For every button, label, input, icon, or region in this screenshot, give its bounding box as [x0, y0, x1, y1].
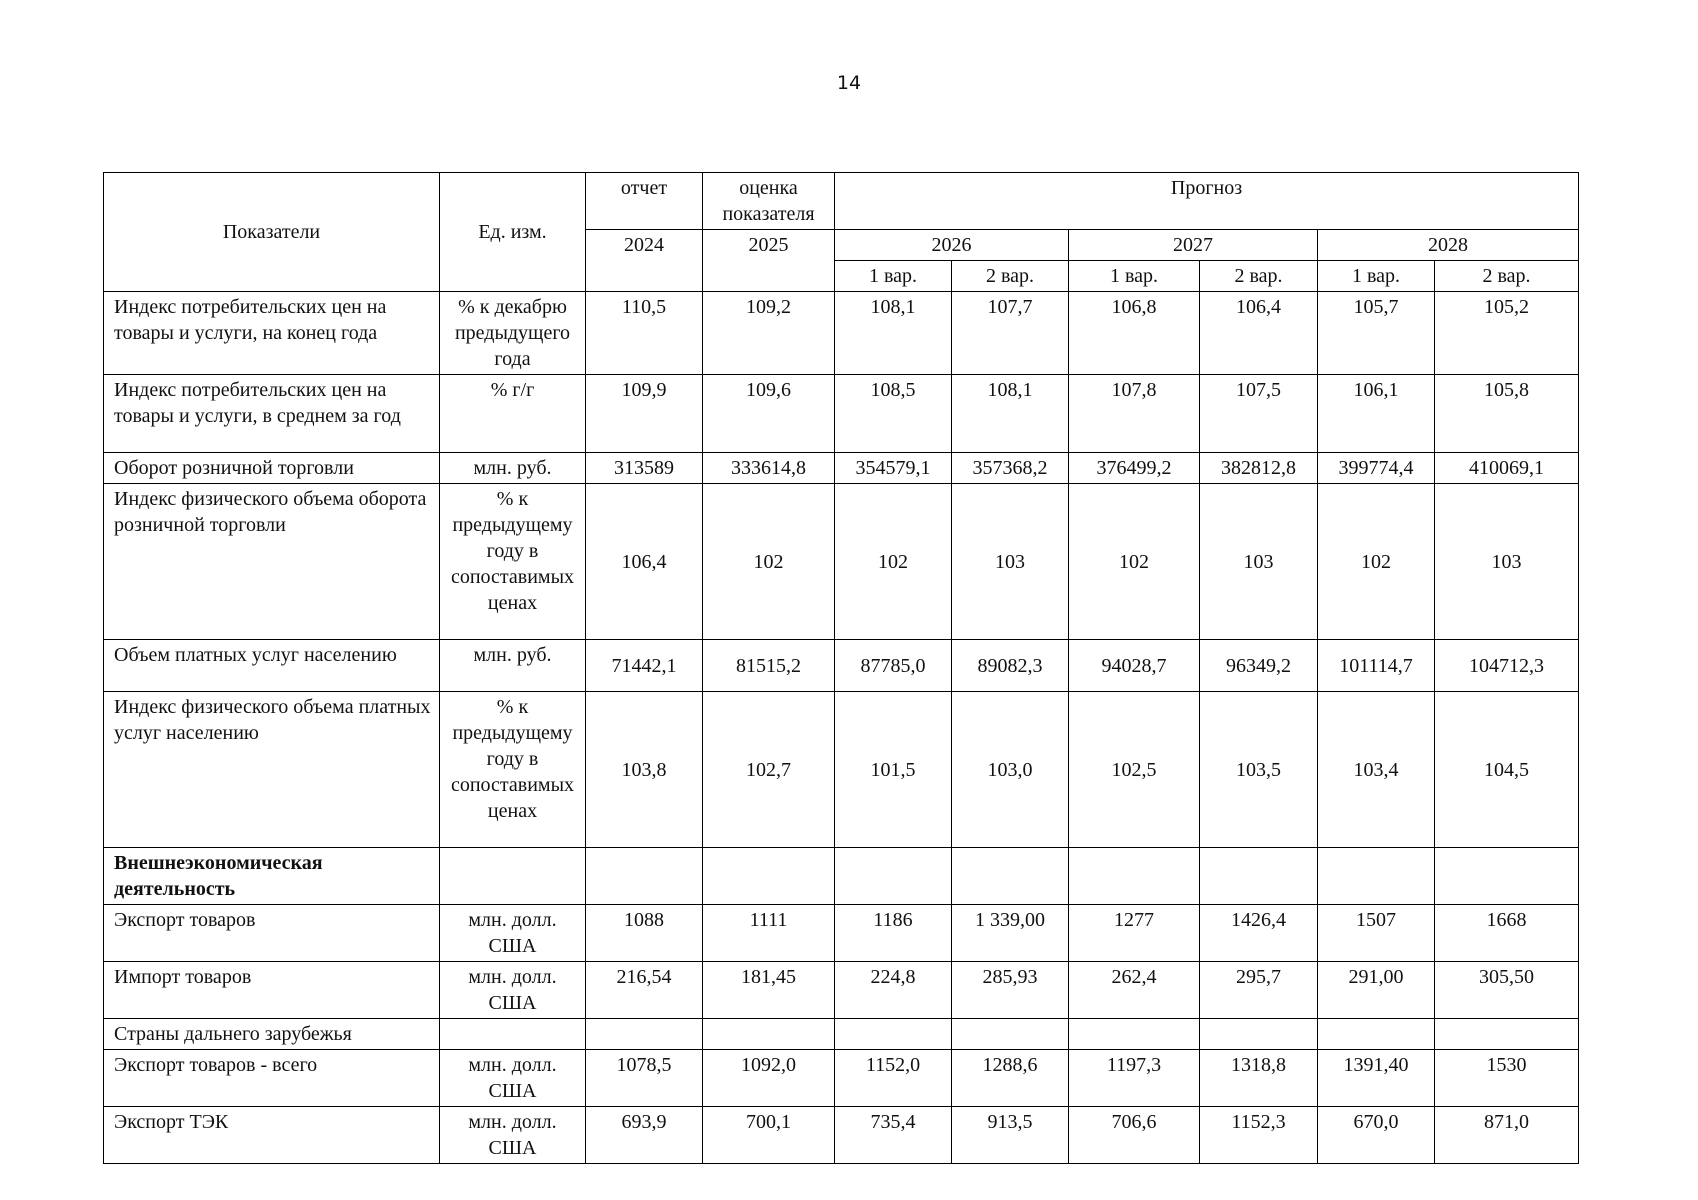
- header-variant: 2 вар.: [1435, 261, 1579, 292]
- row-value: 102: [835, 484, 952, 640]
- row-value: [952, 1019, 1069, 1050]
- page-number: 14: [836, 72, 862, 94]
- row-value: 107,8: [1069, 375, 1200, 453]
- row-value: 376499,2: [1069, 453, 1200, 484]
- row-name: Индекс потребительских цен на товары и услуги, в среднем за год: [104, 375, 440, 453]
- row-value: 109,6: [703, 375, 835, 453]
- header-report: отчет: [586, 173, 703, 230]
- row-value: 354579,1: [835, 453, 952, 484]
- section-heading: Внешнеэкономическая деятельность: [104, 848, 440, 905]
- row-value: 1078,5: [586, 1050, 703, 1107]
- row-name: Индекс потребительских цен на товары и услуги, на конец года: [104, 292, 440, 375]
- row-unit: % г/г: [440, 375, 586, 453]
- row-value: 102: [1318, 484, 1435, 640]
- row-value: 295,7: [1200, 962, 1318, 1019]
- row-value: [1318, 1019, 1435, 1050]
- table-row: [104, 375, 1579, 453]
- row-value: 1288,6: [952, 1050, 1069, 1107]
- header-year-2024: 2024: [586, 230, 703, 292]
- row-name: Экспорт товаров - всего: [104, 1050, 440, 1107]
- row-value: 399774,4: [1318, 453, 1435, 484]
- header-variant: 2 вар.: [952, 261, 1069, 292]
- header-unit: Ед. изм.: [440, 173, 586, 292]
- row-value: 181,45: [703, 962, 835, 1019]
- row-value: 103,8: [586, 692, 703, 848]
- row-value: 1088: [586, 905, 703, 962]
- table-row: [104, 1050, 1579, 1107]
- row-value: 108,1: [952, 375, 1069, 453]
- row-value: 103,4: [1318, 692, 1435, 848]
- table-row: [104, 962, 1579, 1019]
- row-value: 291,00: [1318, 962, 1435, 1019]
- row-value: 357368,2: [952, 453, 1069, 484]
- row-value: 333614,8: [703, 453, 835, 484]
- row-name: Экспорт ТЭК: [104, 1107, 440, 1164]
- row-name: Индекс физического объема платных услуг населению: [104, 692, 440, 848]
- row-value: 313589: [586, 453, 703, 484]
- row-value: 109,9: [586, 375, 703, 453]
- row-unit: млн. долл. США: [440, 1107, 586, 1164]
- row-value: 101114,7: [1318, 640, 1435, 692]
- row-value: 103,0: [952, 692, 1069, 848]
- row-value: 1507: [1318, 905, 1435, 962]
- row-unit: млн. руб.: [440, 453, 586, 484]
- row-value: 108,5: [835, 375, 952, 453]
- row-value: 1111: [703, 905, 835, 962]
- row-value: 107,7: [952, 292, 1069, 375]
- row-unit: млн. долл. США: [440, 962, 586, 1019]
- row-value: [1069, 848, 1200, 905]
- header-variant: 1 вар.: [835, 261, 952, 292]
- row-value: 693,9: [586, 1107, 703, 1164]
- row-value: [835, 848, 952, 905]
- row-name: Экспорт товаров: [104, 905, 440, 962]
- row-value: 87785,0: [835, 640, 952, 692]
- row-value: 216,54: [586, 962, 703, 1019]
- row-value: [586, 848, 703, 905]
- row-value: 1426,4: [1200, 905, 1318, 962]
- row-value: 71442,1: [586, 640, 703, 692]
- header-year-2028: 2028: [1318, 230, 1579, 261]
- row-value: 103: [1435, 484, 1579, 640]
- row-value: 94028,7: [1069, 640, 1200, 692]
- row-unit: [440, 1019, 586, 1050]
- table-row: [104, 692, 1579, 848]
- row-value: 104,5: [1435, 692, 1579, 848]
- row-value: 110,5: [586, 292, 703, 375]
- row-value: 106,4: [586, 484, 703, 640]
- row-unit: млн. долл. США: [440, 1050, 586, 1107]
- header-variant: 1 вар.: [1069, 261, 1200, 292]
- header-forecast: Прогноз: [835, 173, 1579, 230]
- row-value: 103: [1200, 484, 1318, 640]
- row-value: 96349,2: [1200, 640, 1318, 692]
- row-value: 1186: [835, 905, 952, 962]
- row-value: 1092,0: [703, 1050, 835, 1107]
- row-value: 1152,3: [1200, 1107, 1318, 1164]
- row-value: [1318, 848, 1435, 905]
- row-value: [835, 1019, 952, 1050]
- table-row: [104, 453, 1579, 484]
- row-value: [586, 1019, 703, 1050]
- row-value: 735,4: [835, 1107, 952, 1164]
- row-value: 1197,3: [1069, 1050, 1200, 1107]
- row-value: 103: [952, 484, 1069, 640]
- row-value: 104712,3: [1435, 640, 1579, 692]
- table-row: [104, 1107, 1579, 1164]
- row-value: 285,93: [952, 962, 1069, 1019]
- row-value: 1 339,00: [952, 905, 1069, 962]
- row-name: Страны дальнего зарубежья: [104, 1019, 440, 1050]
- header-year-2025: 2025: [703, 230, 835, 292]
- header-variant: 1 вар.: [1318, 261, 1435, 292]
- row-value: 106,4: [1200, 292, 1318, 375]
- row-name: Индекс физического объема оборота розничной торговли: [104, 484, 440, 640]
- row-unit: % к предыдущему году в сопоставимых ценах: [440, 692, 586, 848]
- row-value: 1391,40: [1318, 1050, 1435, 1107]
- header-year-2027: 2027: [1069, 230, 1318, 261]
- row-name: Объем платных услуг населению: [104, 640, 440, 692]
- row-unit: % к предыдущему году в сопоставимых ценах: [440, 484, 586, 640]
- row-value: [1435, 1019, 1579, 1050]
- row-value: 1530: [1435, 1050, 1579, 1107]
- row-value: 108,1: [835, 292, 952, 375]
- row-unit: млн. долл. США: [440, 905, 586, 962]
- row-value: 106,1: [1318, 375, 1435, 453]
- row-value: [703, 848, 835, 905]
- row-value: [952, 848, 1069, 905]
- row-name: Импорт товаров: [104, 962, 440, 1019]
- row-value: 1152,0: [835, 1050, 952, 1107]
- row-value: 105,2: [1435, 292, 1579, 375]
- row-value: 103,5: [1200, 692, 1318, 848]
- header-estimate: оценка показателя: [703, 173, 835, 230]
- row-value: 105,7: [1318, 292, 1435, 375]
- row-value: 224,8: [835, 962, 952, 1019]
- row-value: 305,50: [1435, 962, 1579, 1019]
- row-unit: [440, 848, 586, 905]
- table-row: [104, 1019, 1579, 1050]
- row-name: Оборот розничной торговли: [104, 453, 440, 484]
- table-row: [104, 848, 1579, 905]
- row-value: [1069, 1019, 1200, 1050]
- row-value: 706,6: [1069, 1107, 1200, 1164]
- row-value: 262,4: [1069, 962, 1200, 1019]
- forecast-table: [103, 172, 1579, 1164]
- row-value: 700,1: [703, 1107, 835, 1164]
- table-row: [104, 484, 1579, 640]
- row-value: 102,5: [1069, 692, 1200, 848]
- row-value: 1318,8: [1200, 1050, 1318, 1107]
- row-value: 382812,8: [1200, 453, 1318, 484]
- row-value: 109,2: [703, 292, 835, 375]
- row-value: 102,7: [703, 692, 835, 848]
- row-value: 102: [703, 484, 835, 640]
- row-value: 105,8: [1435, 375, 1579, 453]
- row-unit: млн. руб.: [440, 640, 586, 692]
- row-value: [1435, 848, 1579, 905]
- row-unit: % к декабрю предыдущего года: [440, 292, 586, 375]
- row-value: 107,5: [1200, 375, 1318, 453]
- header-variant: 2 вар.: [1200, 261, 1318, 292]
- row-value: 89082,3: [952, 640, 1069, 692]
- table-row: [104, 640, 1579, 692]
- table-row: [104, 292, 1579, 375]
- row-value: 102: [1069, 484, 1200, 640]
- row-value: [1200, 1019, 1318, 1050]
- row-value: 871,0: [1435, 1107, 1579, 1164]
- row-value: 81515,2: [703, 640, 835, 692]
- header-year-2026: 2026: [835, 230, 1069, 261]
- table-row: [104, 905, 1579, 962]
- row-value: 410069,1: [1435, 453, 1579, 484]
- row-value: 1668: [1435, 905, 1579, 962]
- row-value: 670,0: [1318, 1107, 1435, 1164]
- row-value: 1277: [1069, 905, 1200, 962]
- row-value: [703, 1019, 835, 1050]
- row-value: [1200, 848, 1318, 905]
- header-indicators: Показатели: [104, 173, 440, 292]
- row-value: 101,5: [835, 692, 952, 848]
- row-value: 913,5: [952, 1107, 1069, 1164]
- row-value: 106,8: [1069, 292, 1200, 375]
